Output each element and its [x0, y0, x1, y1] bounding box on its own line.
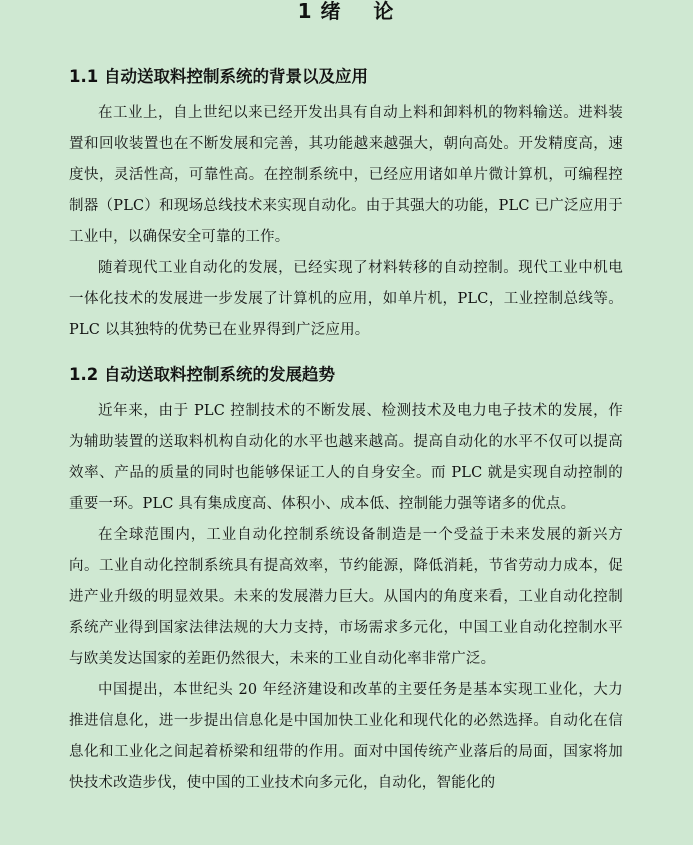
paragraph: 近年来，由于 PLC 控制技术的不断发展、检测技术及电力电子技术的发展，作为辅助装置的送取料机构自动化的水平也越来越高。提高自动化的水平不仅可以提高效率、产品的质量的同时也能够保证工人的自身安全。而 PLC 就是实现自动控制的重要一环。PLC 具有集成度高、体积小、成本低、控制能力强等诸多的优点。: [69, 403, 623, 512]
section-body-1-1: [69, 98, 623, 346]
paragraph: 随着现代工业自动化的发展，已经实现了材料转移的自动控制。现代工业中机电一体化技术的发展进一步发展了计算机的应用，如单片机，PLC，工业控制总线等。 PLC 以其独特的优势已在业界得到广泛应用。: [69, 260, 623, 338]
section-heading-1-2: 1.2 自动送取料控制系统的发展趋势: [69, 365, 335, 384]
paragraph: 在工业上，自上世纪以来已经开发出具有自动上料和卸料机的物料输送。进料装置和回收装置也在不断发展和完善，其功能越来越强大，朝向高处。开发精度高，速度快，灵活性高，可靠性高。在控制系统中，已经应用诸如单片微计算机，可编程控制器（PLC）和现场总线技术来实现自动化。由于其强大的功能，PLC 已广泛应用于工业中，以确保安全可靠的工作。: [69, 105, 623, 245]
chapter-title: 1 绪 论: [297, 0, 395, 23]
section-body-1-2: [69, 396, 623, 799]
section-heading-1-1: 1.1 自动送取料控制系统的背景以及应用: [69, 67, 368, 86]
paragraph: 在全球范围内，工业自动化控制系统设备制造是一个受益于未来发展的新兴方向。工业自动化控制系统具有提高效率，节约能源，降低消耗，节省劳动力成本，促进产业升级的明显效果。未来的发展潜力巨大。从国内的角度来看，工业自动化控制系统产业得到国家法律法规的大力支持，市场需求多元化，中国工业自动化控制水平与欧美发达国家的差距仍然很大，未来的工业自动化率非常广泛。: [69, 527, 623, 667]
paragraph: 中国提出，本世纪头 20 年经济建设和改革的主要任务是基本实现工业化，大力推进信息化，进一步提出信息化是中国加快工业化和现代化的必然选择。自动化在信息化和工业化之间起着桥梁和纽带的作用。面对中国传统产业落后的局面，国家将加快技术改造步伐，使中国的工业技术向多元化，自动化，智能化的: [69, 682, 623, 791]
